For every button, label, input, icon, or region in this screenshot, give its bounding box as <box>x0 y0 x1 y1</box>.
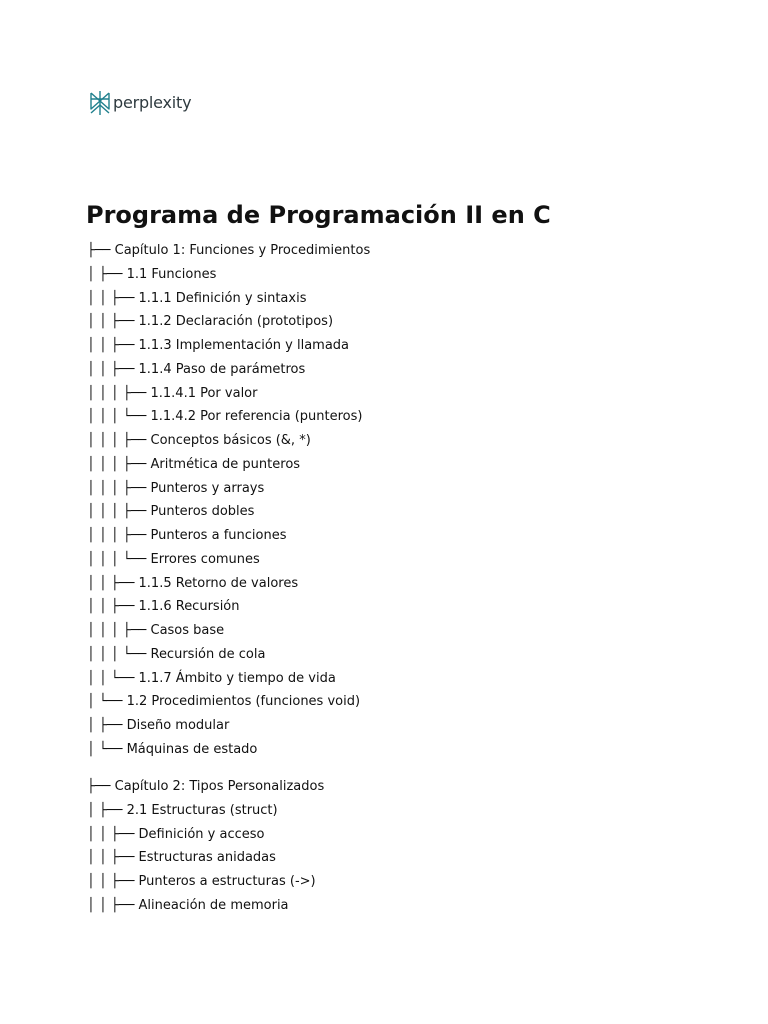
brand-logo <box>89 90 191 116</box>
outline-line: │ ├── 2.1 Estructuras (struct) <box>87 802 278 818</box>
outline-line: │ │ │ └── Errores comunes <box>87 551 260 567</box>
outline-line: │ │ │ ├── Punteros dobles <box>87 504 255 520</box>
outline-line: │ └── 1.2 Procedimientos (funciones void) <box>87 694 361 710</box>
outline-line: │ └── Máquinas de estado <box>87 741 258 757</box>
outline-line: │ │ │ ├── Aritmética de punteros <box>87 456 301 472</box>
outline-line: │ ├── 1.1 Funciones <box>87 266 217 282</box>
outline-line: │ │ │ ├── Punteros y arrays <box>87 480 265 496</box>
outline-line: │ │ │ └── Recursión de cola <box>87 646 266 662</box>
outline-line: │ │ ├── 1.1.5 Retorno de valores <box>87 575 299 591</box>
outline-line: │ │ ├── Estructuras anidadas <box>87 850 276 866</box>
outline-line: │ │ ├── 1.1.4 Paso de parámetros <box>87 361 306 377</box>
outline-line: │ │ │ ├── Punteros a funciones <box>87 528 287 543</box>
outline-line: │ ├── Diseño modular <box>87 718 230 733</box>
outline-line: │ │ │ ├── Conceptos básicos (&, *) <box>87 433 311 448</box>
outline-line: │ │ │ ├── 1.1.4.1 Por valor <box>87 385 258 401</box>
outline-line: │ │ ├── 1.1.1 Definición y sintaxis <box>87 290 307 306</box>
outline-line: │ │ │ └── 1.1.4.2 Por referencia (punteros) <box>87 409 363 425</box>
outline-line: │ │ ├── 1.1.6 Recursión <box>87 599 240 615</box>
outline-line: │ │ ├── Definición y acceso <box>87 826 265 842</box>
outline-line: │ │ ├── Punteros a estructuras (->) <box>87 874 316 889</box>
outline-tree <box>87 239 370 918</box>
outline-line: │ │ ├── 1.1.3 Implementación y llamada <box>87 338 350 353</box>
outline-line: │ │ ├── 1.1.2 Declaración (prototipos) <box>87 314 334 330</box>
outline-line: │ │ │ ├── Casos base <box>87 623 225 638</box>
perplexity-logo-icon <box>89 90 111 116</box>
section-gap <box>87 762 370 776</box>
document-title: Programa de Programación II en C <box>86 201 551 229</box>
outline-line: ├── Capítulo 1: Funciones y Procedimientos <box>87 243 371 258</box>
outline-line: │ │ └── 1.1.7 Ámbito y tiempo de vida <box>87 670 336 686</box>
outline-line: ├── Capítulo 2: Tipos Personalizados <box>87 779 325 794</box>
brand-name: perplexity <box>113 93 192 112</box>
outline-line: │ │ ├── Alineación de memoria <box>87 897 289 913</box>
